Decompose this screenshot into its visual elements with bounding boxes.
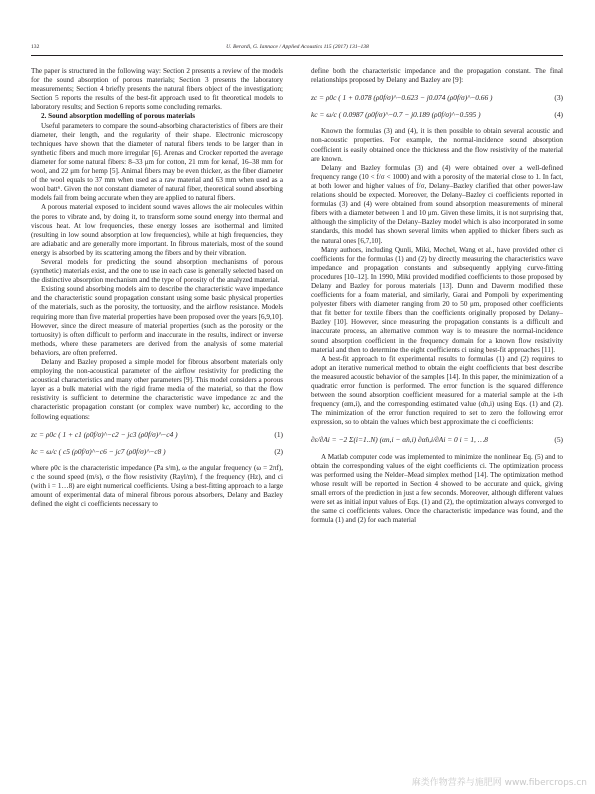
equation-3 [311, 93, 563, 102]
watermark: 麻类作物营养与施肥网 www.fibercrops.cn [411, 778, 587, 788]
header-rule [31, 55, 563, 56]
equation-1-number: (1) [274, 429, 283, 439]
section-heading: 2. Sound absorption modelling of porous materials [41, 112, 196, 121]
paragraph-delany-bazley: Delany and Bazley proposed a simple model for fibrous absorbent materials only employing the non-acoustical parameter of the airflow resistivity for predicting the acoustical characteristics and many other parameters [9]. This model considers a porous layer as a bulk material with the rigid frame media of the material, so that the flow resistivity is sufficient to determine the characteristic wave impedance zc and the characteristic propagation constant (or complex wave number) kc, according to the following equations: [31, 358, 283, 421]
equation-5-body: ∂ε/∂Ai = −2 Σ(i=1..N) (αn,i − α̂n,i) ∂α̂n,i/∂Ai = 0 i = 1, …8 [311, 435, 488, 445]
paragraph-known-formulas: Known the formulas (3) and (4), it is then possible to obtain several acoustic and non-acoustic properties. For example, the normal-incidence sound absorption coefficient is easily obtained once the thickness and the flow resistivity of the material are known. [311, 127, 563, 163]
equation-2 [31, 447, 283, 456]
running-title: U. Berardi, G. Iannace / Applied Acoustics 115 (2017) 131–138 [226, 44, 369, 50]
equation-4 [311, 110, 563, 119]
equation-4-body: kc = ω/c ( 0.0987 (ρ0f/σ)^−0.7 − j0.189 (ρ0f/σ)^−0.595 ) [311, 110, 481, 120]
equation-1-body: zc = ρ0c ( 1 + c1 (ρ0f/σ)^−c2 − jc3 (ρ0f/σ)^−c4 ) [31, 429, 178, 439]
paragraph-existing-models: Existing sound absorbing models aim to describe the characteristic wave impedance and the characteristic sound propagation constant using some basic physical properties of the materials, such as the porosity, the tortuosity, and the airflow resistance. Models requiring more than five material properties have been proposed over the years [6,9,10]. However, since the direct measure of material properties (such as the porosity or the tortuosity) is often difficult to perform and inaccurate in the results, indirect or inverse methods, where these parameters are derived from the analysis of some material behaviors, are often preferred. [31, 285, 283, 357]
paragraph-frequency-range: Delany and Bazley formulas (3) and (4) were obtained over a well-defined frequency range (10 < f/σ < 1000) and with a porosity of the material close to 1. In fact, at both lower and higher values of f/σ, Delany–Bazley clarified that other power-law relations should be expected. Moreover, the Delany–Bazley ci coefficients reported in formulas (3) and (4) were obtained from sound absorption measurements of mineral fibers with a diameter between 1 and 10 μm. Given these limits, it is not surprising that, although the simplicity of the Delany–Bazley model which is also incorporated in some standards, this model has shown several limits when applied to thicker fibers such as the natural ones [6,7,10]. [311, 163, 563, 245]
right-column [311, 67, 563, 525]
equation-4-number: (4) [554, 110, 563, 120]
left-column [31, 67, 283, 509]
page-number: 132 [31, 44, 40, 50]
paragraph-where: where ρ0c is the characteristic impedance (Pa s/m), ω the angular frequency (ω = 2πf), c the sound speed (m/s), σ the flow resistivity (Rayl/m), f the frequency (Hz), and ci (with i = 1…8) are eight numerical coefficients. Using a best-fitting approach to a large amount of experimental data of mineral fibrous porous absorbers, Delany and Bazley defined the eight ci coefficients necessary to [31, 463, 283, 509]
equation-5 [311, 435, 563, 444]
equation-1 [31, 430, 283, 439]
paragraph-best-fit: A best-fit approach to fit experimental results to formulas (1) and (2) requires to adopt an iterative numerical method to obtain the eight coefficients that best describe the measured acoustic behavior of the samples [14]. In this paper, the minimization of a quadratic error function is performed. The error function is the squared difference between the sound absorption coefficient measured for a material sample at the i-th frequency (αm,i), and the corresponding estimated value (α̂n,i) using Eqs. (1) and (2). The minimization of the error function required to set to zero the following error expression, so to obtain the values which best approximate the ci coefficients: [311, 354, 563, 427]
paragraph-final-relationships: define both the characteristic impedance and the propagation constant. The final relationships proposed by Delany and Bazley are [9]: [311, 67, 563, 85]
paragraph-models: Several models for predicting the sound absorption mechanisms of porous (synthetic) materials exist, and the one to use in each case is generally selected based on the distinctive absorption mechanism and the type of porosity of the analyzed material. [31, 257, 283, 285]
equation-3-body: zc = ρ0c ( 1 + 0.078 (ρ0f/σ)^−0.623 − j0.074 (ρ0f/σ)^−0.66 ) [311, 93, 493, 103]
equation-3-number: (3) [554, 93, 563, 103]
paragraph-porous-absorption: A porous material exposed to incident sound waves allows the air molecules within the pores to vibrate and, by doing it, to transform some sound energy into thermal and viscous heat. At low frequencies, these energy losses are isothermal and limited (resulting in low sound absorption at low frequencies), while at high frequencies, they are adiabatic and are generally more important. In fibrous materials, most of the sound energy is absorbed by its scattering among the fibers and by their vibration. [31, 203, 283, 257]
equation-2-number: (2) [274, 446, 283, 456]
paragraph-many-authors: Many authors, including Qunli, Miki, Mechel, Wang et al., have provided other ci coefficients for the formulas (1) and (2) by directly measuring the characteristics wave impedance and propagation constants and subsequently applying curve-fitting procedures [10–12]. In 1990, Miki provided modified coefficients to those proposed by Delany and Bazley for porous materials [13]. Dunn and Daverm modified these coefficients for a foam material, and similarly, Garai and Pompoli by experimenting polyester fibers with diameter ranging from 20 to 50 μm, proposed other coefficients that fit better for textile fibers than the coefficients originally proposed by Delany–Bazley [10]. However, since measuring the propagation constants is a difficult and inaccurate process, an alternative common way is to measure the normal-incidence sound absorption coefficient in the frequency domain for a known flow resistivity material and then to determine the eight coefficients ci using best-fit approaches [11]. [311, 245, 563, 354]
equation-2-body: kc = ω/c ( c5 (ρ0f/σ)^−c6 − jc7 (ρ0f/σ)^−c8 ) [31, 446, 166, 456]
paragraph-matlab: A Matlab computer code was implemented to minimize the nonlinear Eq. (5) and to obtain the corresponding values of the eight coefficients ci. The optimization process was performed using the Nelder–Mead simplex method [14]. The optimization method whose result will be reported in Section 4 showed to be accurate and quick, giving small errors of the prediction in just a few seconds. Moreover, although different values were set as initial input values of Eqs. (1) and (2), the optimization always converged to the same ci coefficients values. Once the characteristic impedance was found, and the formula (1) and (2) for each material [311, 452, 563, 525]
paragraph-fiber-parameters: Useful parameters to compare the sound-absorbing characteristics of fibers are their diameter, their length, and the regularity of their shape. Electronic microscopy techniques have shown that the diameter of natural fibers tends to be larger than in synthetic fibers and much more irregular [6]. Arenas and Crocker reported the average diameter for some natural fibers: 8–33 μm for cotton, 21 mm for kenaf, 16–38 mm for wool, and 22 μm for hemp [5]. Animal fibers may be even thicker, as the fiber diameter of the wool equals to 37 mm when used as a raw material and 63 mm when used as a wool batt⁶. Given the not constant diameter of natural fiber, theoretical sound absorbing models fail from being accurate when they are applied to natural fibers. [31, 121, 283, 203]
intro-structure-paragraph: The paper is structured in the following way: Section 2 presents a review of the models for the sound absorption of porous materials; Section 3 presents the laboratory measurements; Section 4 briefly presents the natural fibers object of the investigation; Section 5 reports the results of the best-fit approach used to fit theoretical models to laboratory results; and Section 6 reports some concluding remarks. [31, 67, 283, 112]
equation-5-number: (5) [554, 435, 563, 445]
